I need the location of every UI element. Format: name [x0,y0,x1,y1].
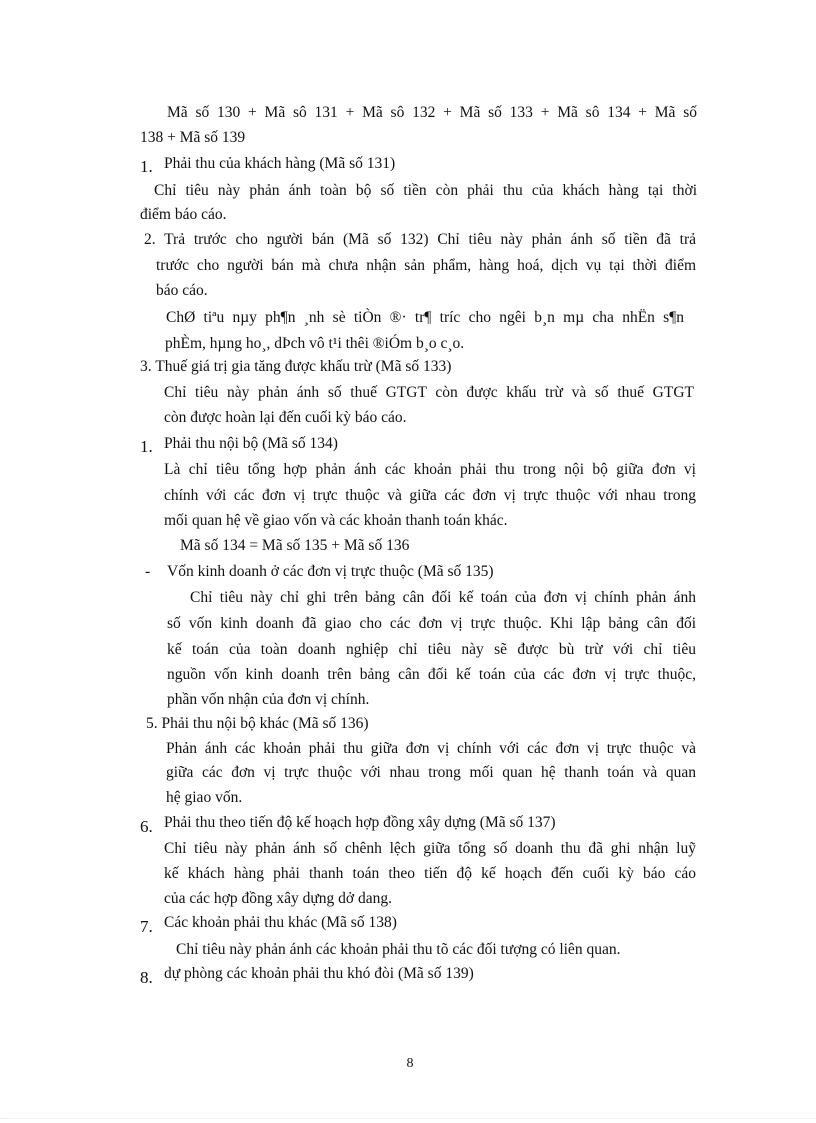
formula-line: Mã số 134 = Mã số 135 + Mã số 136 [180,537,410,554]
paragraph-line: số vốn kinh doanh đã giao cho các đơn vị trực thuộc. Khi lập bảng cân đối [167,615,696,632]
paragraph-line: phần vốn nhận của đơn vị chính. [167,691,370,708]
paragraph-line: mối quan hệ về giao vốn và các khoản thanh toán khác. [164,512,508,529]
formula-line: 138 + Mã số 139 [140,129,246,146]
section-heading: Vốn kinh doanh ở các đơn vị trực thuộc (Mã số 135) [167,563,494,580]
garbled-encoding-line: phÈm, hµng ho¸, dÞch vô t¹i thêi ®iÓm b¸o c¸o. [165,335,465,352]
paragraph-line: kế khách hàng phải thanh toán theo tiến độ kế hoạch đến cuối kỳ báo cáo [164,865,696,882]
section-heading: 5. Phải thu nội bộ khác (Mã số 136) [146,715,369,732]
paragraph-line: của các hợp đồng xây dựng dở dang. [164,890,392,907]
dash-marker: - [145,563,151,580]
garbled-encoding-line: ChØ tiªu nµy ph¶n ¸nh sè tiÒn ®· tr¶ tríc cho ngêi b¸n mµ cha nhËn s¶n [166,309,684,326]
list-number: 6. [140,817,153,836]
list-number: 7. [140,917,153,936]
paragraph-line: Phản ánh các khoản phải thu giữa đơn vị chính với các đơn vị trực thuộc và [166,740,696,757]
paragraph-line: còn được hoàn lại đến cuối kỳ báo cáo. [164,409,407,426]
page-bottom-divider [0,1118,816,1119]
paragraph-line: Chỉ tiêu này phản ánh số thuế GTGT còn được khấu trừ và số thuế GTGT [164,384,694,401]
page-number: 8 [406,1056,414,1071]
paragraph-line: Chỉ tiêu này phản ánh số chênh lệch giữa tổng số doanh thu đã ghi nhận luỹ [164,840,696,857]
paragraph-line: Chỉ tiêu này chỉ ghi trên bảng cân đối kế toán của đơn vị chính phản ánh [190,589,696,606]
list-number: 8. [140,968,153,987]
paragraph-line: trước cho người bán mà chưa nhận sản phẩm, hàng hoá, dịch vụ tại thời điểm [156,257,696,274]
section-heading: dự phòng các khoản phải thu khó đòi (Mã số 139) [164,965,474,982]
paragraph-line: chính với các đơn vị trực thuộc và giữa các đơn vị trực thuộc với nhau trong [164,487,696,504]
paragraph-line: Chỉ tiêu này phản ánh toàn bộ số tiền còn phải thu của khách hàng tại thời [154,182,697,199]
paragraph-line: Chỉ tiêu này phản ánh các khoản phải thu tõ các đối tượng có liên quan. [176,941,621,958]
paragraph-line: điểm báo cáo. [140,206,227,223]
section-heading: 2. Trả trước cho người bán (Mã số 132) Chỉ tiêu này phản ánh số tiền đã trả [144,231,696,248]
paragraph-line: Là chỉ tiêu tổng hợp phản ánh các khoản phải thu trong nội bộ giữa đơn vị [164,461,696,478]
list-number: 1. [140,157,153,176]
section-heading: Các khoản phải thu khác (Mã số 138) [164,914,397,931]
paragraph-line: hệ giao vốn. [166,789,243,806]
section-heading: Phải thu nội bộ (Mã số 134) [164,435,338,452]
formula-line: Mã số 130 + Mã sô 131 + Mã sô 132 + Mã số 133 + Mã sô 134 + Mã số [167,104,697,121]
paragraph-line: giữa các đơn vị trực thuộc với nhau trong mối quan hệ thanh toán và quan [166,764,696,781]
section-heading: 3. Thuế giá trị gia tăng được khấu trừ (Mã số 133) [140,358,452,375]
paragraph-line: báo cáo. [156,282,208,299]
paragraph-line: kế toán của toàn doanh nghiệp chỉ tiêu này sẽ được bù trừ với chỉ tiêu [167,641,696,658]
section-heading: Phải thu theo tiến độ kế hoạch hợp đồng xây dựng (Mã số 137) [164,814,556,831]
list-number: 1. [140,437,153,456]
paragraph-line: nguồn vốn kinh doanh trên bảng cân đối kế toán của các đơn vị trực thuộc, [167,666,696,683]
section-heading: Phải thu của khách hàng (Mã số 131) [164,155,396,172]
